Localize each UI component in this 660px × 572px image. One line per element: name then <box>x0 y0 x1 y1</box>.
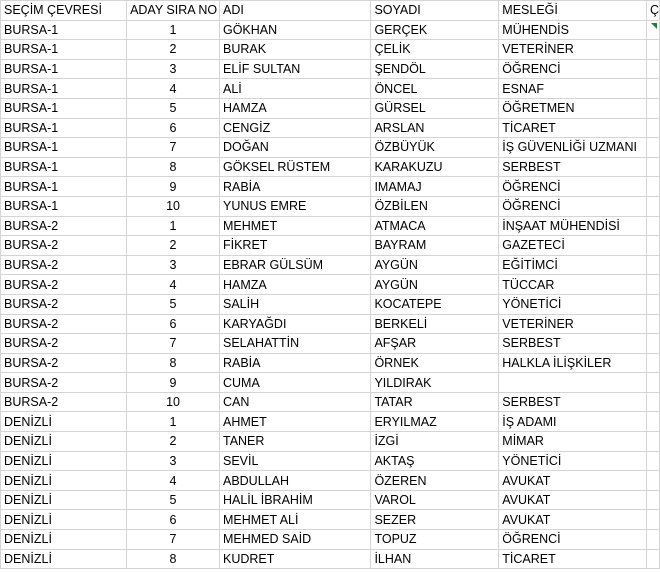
table-row <box>1 471 660 491</box>
table-row <box>1 334 660 354</box>
district-cell[interactable]: BURSA-1 <box>1 177 127 197</box>
table-row <box>1 451 660 471</box>
table-row <box>1 157 660 177</box>
profession-cell[interactable]: YÖNETİCİ <box>499 451 647 471</box>
surname-cell[interactable]: GERÇEK <box>371 20 499 40</box>
profession-cell[interactable]: TİCARET <box>499 549 647 569</box>
empty-cell[interactable] <box>646 294 659 314</box>
empty-cell[interactable] <box>646 432 659 452</box>
table-row <box>1 275 660 295</box>
order-cell[interactable]: 2 <box>127 40 220 60</box>
name-cell[interactable]: EBRAR GÜLSÜM <box>219 255 370 275</box>
name-cell[interactable]: MEHMED SAİD <box>219 530 370 550</box>
profession-cell[interactable]: AVUKAT <box>499 490 647 510</box>
empty-cell[interactable] <box>646 157 659 177</box>
table-row <box>1 373 660 393</box>
name-cell[interactable]: FİKRET <box>219 236 370 256</box>
header-cell-district[interactable]: SEÇİM ÇEVRESİ <box>1 1 127 21</box>
order-cell[interactable]: 5 <box>127 294 220 314</box>
profession-cell[interactable]: ESNAF <box>499 79 647 99</box>
profession-cell[interactable]: GAZETECİ <box>499 236 647 256</box>
surname-cell[interactable]: AKTAŞ <box>371 451 499 471</box>
order-cell[interactable]: 6 <box>127 314 220 334</box>
name-cell[interactable]: HALİL İBRAHİM <box>219 490 370 510</box>
district-cell[interactable]: BURSA-1 <box>1 20 127 40</box>
empty-cell[interactable] <box>646 373 659 393</box>
name-cell[interactable]: HAMZA <box>219 275 370 295</box>
district-cell[interactable]: BURSA-1 <box>1 79 127 99</box>
empty-cell[interactable] <box>646 196 659 216</box>
surname-cell[interactable]: AFŞAR <box>371 334 499 354</box>
order-cell[interactable]: 1 <box>127 216 220 236</box>
surname-cell[interactable]: ÖZBİLEN <box>371 196 499 216</box>
order-cell[interactable]: 5 <box>127 98 220 118</box>
district-cell[interactable]: DENİZLİ <box>1 549 127 569</box>
profession-cell[interactable]: TÜCCAR <box>499 275 647 295</box>
empty-cell[interactable] <box>646 275 659 295</box>
name-cell[interactable]: DOĞAN <box>219 138 370 158</box>
table-row <box>1 255 660 275</box>
district-cell[interactable]: BURSA-2 <box>1 392 127 412</box>
name-cell[interactable]: CUMA <box>219 373 370 393</box>
profession-cell[interactable]: AVUKAT <box>499 510 647 530</box>
profession-cell[interactable]: HALKLA İLİŞKİLER <box>499 353 647 373</box>
name-cell[interactable]: MEHMET ALİ <box>219 510 370 530</box>
order-cell[interactable]: 3 <box>127 255 220 275</box>
table-row <box>1 40 660 60</box>
table-row <box>1 236 660 256</box>
table-row <box>1 177 660 197</box>
empty-cell[interactable] <box>646 40 659 60</box>
name-cell[interactable]: CENGİZ <box>219 118 370 138</box>
order-cell[interactable]: 7 <box>127 530 220 550</box>
surname-cell[interactable]: BAYRAM <box>371 236 499 256</box>
order-cell[interactable]: 2 <box>127 432 220 452</box>
order-cell[interactable]: 4 <box>127 79 220 99</box>
empty-cell[interactable] <box>646 549 659 569</box>
district-cell[interactable]: BURSA-2 <box>1 255 127 275</box>
order-cell[interactable]: 3 <box>127 59 220 79</box>
surname-cell[interactable]: YILDIRAK <box>371 373 499 393</box>
table-row <box>1 490 660 510</box>
table-row <box>1 530 660 550</box>
name-cell[interactable]: SELAHATTİN <box>219 334 370 354</box>
surname-cell[interactable]: ŞENDÖL <box>371 59 499 79</box>
surname-cell[interactable]: ÖZEREN <box>371 471 499 491</box>
empty-cell[interactable] <box>646 314 659 334</box>
surname-cell[interactable]: IMAMAJ <box>371 177 499 197</box>
order-cell[interactable]: 7 <box>127 138 220 158</box>
profession-cell[interactable]: İŞ GÜVENLİĞİ UZMANI <box>499 138 647 158</box>
empty-cell[interactable] <box>646 530 659 550</box>
district-cell[interactable]: DENİZLİ <box>1 432 127 452</box>
district-cell[interactable]: DENİZLİ <box>1 451 127 471</box>
surname-cell[interactable]: ÖRNEK <box>371 353 499 373</box>
surname-cell[interactable]: KOCATEPE <box>371 294 499 314</box>
name-cell[interactable]: SALİH <box>219 294 370 314</box>
name-cell[interactable]: GÖKHAN <box>219 20 370 40</box>
district-cell[interactable]: BURSA-2 <box>1 373 127 393</box>
header-cell-name[interactable]: ADI <box>219 1 370 21</box>
surname-cell[interactable]: GÜRSEL <box>371 98 499 118</box>
cell-comment-indicator <box>651 23 657 29</box>
surname-cell[interactable]: ERYILMAZ <box>371 412 499 432</box>
empty-cell[interactable] <box>646 177 659 197</box>
surname-cell[interactable]: ÇELİK <box>371 40 499 60</box>
district-cell[interactable]: BURSA-2 <box>1 236 127 256</box>
name-cell[interactable]: BURAK <box>219 40 370 60</box>
district-cell[interactable]: BURSA-1 <box>1 138 127 158</box>
surname-cell[interactable]: BERKELİ <box>371 314 499 334</box>
profession-cell[interactable]: TİCARET <box>499 118 647 138</box>
empty-cell[interactable] <box>646 255 659 275</box>
profession-cell[interactable]: İŞ ADAMI <box>499 412 647 432</box>
name-cell[interactable]: TANER <box>219 432 370 452</box>
table-row <box>1 118 660 138</box>
profession-cell[interactable] <box>499 373 647 393</box>
profession-cell[interactable]: EĞİTİMCİ <box>499 255 647 275</box>
empty-cell[interactable] <box>646 138 659 158</box>
district-cell[interactable]: BURSA-2 <box>1 353 127 373</box>
profession-cell[interactable]: MÜHENDİS <box>499 20 647 40</box>
surname-cell[interactable]: İLHAN <box>371 549 499 569</box>
table-row <box>1 549 660 569</box>
profession-cell[interactable]: ÖĞRENCİ <box>499 196 647 216</box>
table-row <box>1 353 660 373</box>
district-cell[interactable]: BURSA-2 <box>1 314 127 334</box>
profession-cell[interactable]: AVUKAT <box>499 471 647 491</box>
profession-cell[interactable]: ÖĞRENCİ <box>499 177 647 197</box>
order-cell[interactable]: 10 <box>127 392 220 412</box>
name-cell[interactable]: MEHMET <box>219 216 370 236</box>
header-cell-next-column[interactable]: Ç <box>646 1 659 21</box>
empty-cell[interactable] <box>646 490 659 510</box>
empty-cell[interactable] <box>646 471 659 491</box>
surname-cell[interactable]: SEZER <box>371 510 499 530</box>
table-row <box>1 79 660 99</box>
table-row <box>1 412 660 432</box>
district-cell[interactable]: DENİZLİ <box>1 471 127 491</box>
order-cell[interactable]: 3 <box>127 451 220 471</box>
table-row <box>1 196 660 216</box>
surname-cell[interactable]: ATMACA <box>371 216 499 236</box>
table-row <box>1 216 660 236</box>
profession-cell[interactable]: ÖĞRETMEN <box>499 98 647 118</box>
table-row <box>1 138 660 158</box>
empty-cell[interactable] <box>646 353 659 373</box>
name-cell[interactable]: ABDULLAH <box>219 471 370 491</box>
profession-cell[interactable]: ÖĞRENCİ <box>499 530 647 550</box>
order-cell[interactable]: 4 <box>127 471 220 491</box>
district-cell[interactable]: BURSA-1 <box>1 118 127 138</box>
district-cell[interactable]: BURSA-1 <box>1 196 127 216</box>
district-cell[interactable]: BURSA-2 <box>1 216 127 236</box>
profession-cell[interactable]: MİMAR <box>499 432 647 452</box>
surname-cell[interactable]: TOPUZ <box>371 530 499 550</box>
order-cell[interactable]: 9 <box>127 177 220 197</box>
empty-cell[interactable] <box>646 510 659 530</box>
name-cell[interactable]: SEVİL <box>219 451 370 471</box>
order-cell[interactable]: 10 <box>127 196 220 216</box>
name-cell[interactable]: RABİA <box>219 177 370 197</box>
empty-cell[interactable] <box>646 59 659 79</box>
order-cell[interactable]: 2 <box>127 236 220 256</box>
district-cell[interactable]: BURSA-1 <box>1 40 127 60</box>
empty-cell[interactable] <box>646 451 659 471</box>
name-cell[interactable]: CAN <box>219 392 370 412</box>
district-cell[interactable]: BURSA-1 <box>1 98 127 118</box>
order-cell[interactable]: 1 <box>127 20 220 40</box>
name-cell[interactable]: KARYAĞDI <box>219 314 370 334</box>
district-cell[interactable]: BURSA-1 <box>1 157 127 177</box>
table-row <box>1 98 660 118</box>
empty-cell[interactable] <box>646 216 659 236</box>
empty-cell[interactable] <box>646 392 659 412</box>
name-cell[interactable]: ELİF SULTAN <box>219 59 370 79</box>
profession-cell[interactable]: SERBEST <box>499 157 647 177</box>
surname-cell[interactable]: KARAKUZU <box>371 157 499 177</box>
empty-cell[interactable] <box>646 118 659 138</box>
district-cell[interactable]: BURSA-2 <box>1 334 127 354</box>
order-cell[interactable]: 7 <box>127 334 220 354</box>
name-cell[interactable]: YUNUS EMRE <box>219 196 370 216</box>
header-cell-surname[interactable]: SOYADI <box>371 1 499 21</box>
table-row <box>1 294 660 314</box>
profession-cell[interactable]: VETERİNER <box>499 40 647 60</box>
empty-cell[interactable] <box>646 79 659 99</box>
profession-cell[interactable]: SERBEST <box>499 392 647 412</box>
surname-cell[interactable]: AYGÜN <box>371 255 499 275</box>
table-row <box>1 59 660 79</box>
header-cell-order[interactable]: ADAY SIRA NO <box>127 1 220 21</box>
order-cell[interactable]: 6 <box>127 118 220 138</box>
name-cell[interactable]: GÖKSEL RÜSTEM <box>219 157 370 177</box>
profession-cell[interactable]: VETERİNER <box>499 314 647 334</box>
surname-cell[interactable]: AYGÜN <box>371 275 499 295</box>
district-cell[interactable]: DENİZLİ <box>1 510 127 530</box>
order-cell[interactable]: 6 <box>127 510 220 530</box>
order-cell[interactable]: 8 <box>127 353 220 373</box>
name-cell[interactable]: AHMET <box>219 412 370 432</box>
surname-cell[interactable]: ARSLAN <box>371 118 499 138</box>
surname-cell[interactable]: TATAR <box>371 392 499 412</box>
surname-cell[interactable]: VAROL <box>371 490 499 510</box>
order-cell[interactable]: 9 <box>127 373 220 393</box>
header-row <box>1 1 660 21</box>
name-cell[interactable]: KUDRET <box>219 549 370 569</box>
district-cell[interactable]: BURSA-2 <box>1 294 127 314</box>
order-cell[interactable]: 5 <box>127 490 220 510</box>
profession-cell[interactable]: YÖNETİCİ <box>499 294 647 314</box>
empty-cell[interactable] <box>646 412 659 432</box>
name-cell[interactable]: ALİ <box>219 79 370 99</box>
header-cell-profession[interactable]: MESLEĞİ <box>499 1 647 21</box>
surname-cell[interactable]: İZGİ <box>371 432 499 452</box>
name-cell[interactable]: RABİA <box>219 353 370 373</box>
profession-cell[interactable]: İNŞAAT MÜHENDİSİ <box>499 216 647 236</box>
table-row <box>1 314 660 334</box>
empty-cell[interactable] <box>646 334 659 354</box>
table-row <box>1 20 660 40</box>
order-cell[interactable]: 1 <box>127 412 220 432</box>
order-cell[interactable]: 8 <box>127 157 220 177</box>
district-cell[interactable]: DENİZLİ <box>1 490 127 510</box>
empty-cell[interactable] <box>646 236 659 256</box>
surname-cell[interactable]: ÖZBÜYÜK <box>371 138 499 158</box>
district-cell[interactable]: BURSA-1 <box>1 59 127 79</box>
order-cell[interactable]: 4 <box>127 275 220 295</box>
name-cell[interactable]: HAMZA <box>219 98 370 118</box>
surname-cell[interactable]: ÖNCEL <box>371 79 499 99</box>
district-cell[interactable]: BURSA-2 <box>1 275 127 295</box>
table-row <box>1 392 660 412</box>
table-row <box>1 510 660 530</box>
empty-cell[interactable] <box>646 98 659 118</box>
district-cell[interactable]: DENİZLİ <box>1 530 127 550</box>
profession-cell[interactable]: ÖĞRENCİ <box>499 59 647 79</box>
district-cell[interactable]: DENİZLİ <box>1 412 127 432</box>
profession-cell[interactable]: SERBEST <box>499 334 647 354</box>
table-row <box>1 432 660 452</box>
order-cell[interactable]: 8 <box>127 549 220 569</box>
